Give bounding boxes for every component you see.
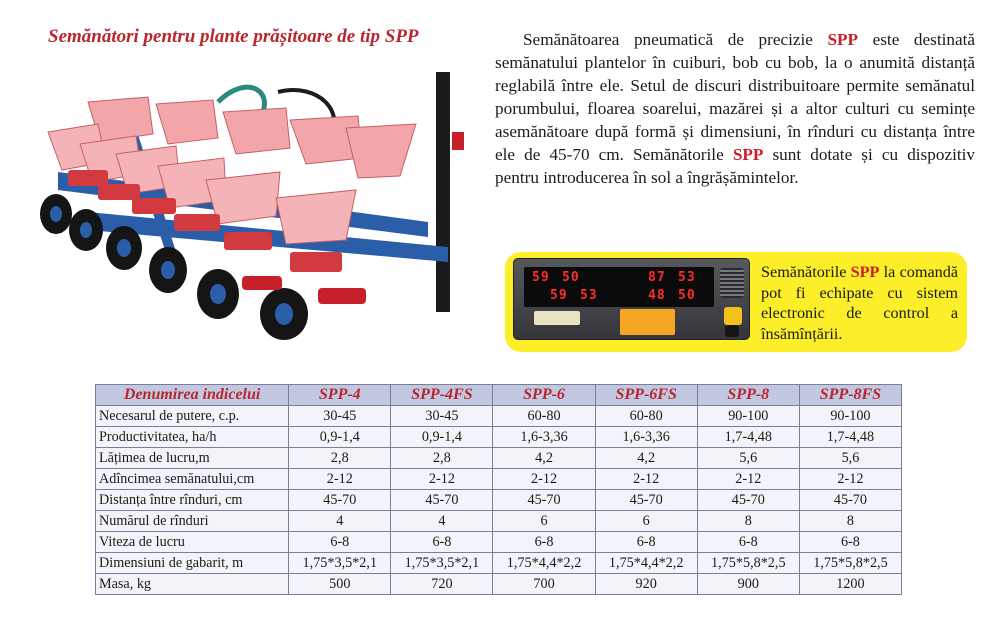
- unit-knob-icon: [725, 325, 739, 337]
- table-cell: 920: [595, 574, 697, 595]
- table-cell: 30-45: [289, 406, 391, 427]
- brand-name: SPP: [732, 145, 764, 164]
- table-cell: 2-12: [391, 469, 493, 490]
- table-cell: 45-70: [799, 490, 901, 511]
- table-cell: 6-8: [595, 532, 697, 553]
- display-digits: 50: [562, 270, 580, 285]
- table-cell: 1,75*5,8*2,5: [799, 553, 901, 574]
- column-header-spp-6fs: SPP-6FS: [595, 385, 697, 406]
- unit-button-icon: [724, 307, 742, 325]
- unit-indicator-window: [620, 309, 675, 335]
- table-cell: 5,6: [697, 448, 799, 469]
- table-cell: 6-8: [799, 532, 901, 553]
- table-cell: 90-100: [799, 406, 901, 427]
- table-row: [96, 406, 902, 427]
- table-cell: Lățimea de lucru,m: [96, 448, 289, 469]
- electronic-control-unit-image: [513, 258, 750, 340]
- page-title: Semănători pentru plante prășitoare de tip SPP: [48, 26, 419, 47]
- table-row: [96, 532, 902, 553]
- table-cell: 4: [289, 511, 391, 532]
- table-cell: 2-12: [799, 469, 901, 490]
- table-cell: 8: [697, 511, 799, 532]
- table-cell: Masa, kg: [96, 574, 289, 595]
- table-cell: 1,75*4,4*2,2: [493, 553, 595, 574]
- panel-text-body: la comandă pot fi echipate cu sistem electronic de control a însămînțării.: [761, 263, 958, 343]
- table-cell: 2-12: [289, 469, 391, 490]
- table-cell: 500: [289, 574, 391, 595]
- table-cell: 1,7-4,48: [799, 427, 901, 448]
- table-cell: 6: [493, 511, 595, 532]
- table-cell: 900: [697, 574, 799, 595]
- table-cell: 60-80: [595, 406, 697, 427]
- table-cell: 2,8: [289, 448, 391, 469]
- panel-text-intro: Semănătorile: [761, 263, 851, 281]
- table-cell: 6-8: [697, 532, 799, 553]
- seeder-machine-image: [28, 62, 490, 342]
- table-cell: 45-70: [493, 490, 595, 511]
- table-cell: Distanța între rînduri, cm: [96, 490, 289, 511]
- table-cell: 2,8: [391, 448, 493, 469]
- table-cell: 700: [493, 574, 595, 595]
- table-cell: 6: [595, 511, 697, 532]
- table-cell: 2-12: [595, 469, 697, 490]
- column-header-name: Denumirea indicelui: [96, 385, 289, 406]
- table-row: [96, 553, 902, 574]
- brand-name: SPP: [827, 30, 859, 49]
- description-body: este destinată semănatului plantelor în cuiburi, bob cu bob, la o anumită distanță reglabilă între ele. Setul de discuri distribuitoare permite semănatul porumbului, floarea soarelui, mazărei și a altor culturi cu semințe asemănătoare după formă și dimensiuni, în rînduri cu distanța între ele de 45-70 cm. Semănătorile: [495, 30, 975, 164]
- table-cell: 1,6-3,36: [493, 427, 595, 448]
- table-cell: 1,75*3,5*2,1: [391, 553, 493, 574]
- column-header-spp-6: SPP-6: [493, 385, 595, 406]
- display-digits: 87: [648, 270, 666, 285]
- display-digits: 59: [532, 270, 550, 285]
- electronic-control-text: [761, 262, 958, 344]
- table-row: [96, 427, 902, 448]
- column-header-spp-8: SPP-8: [697, 385, 799, 406]
- table-cell: 45-70: [697, 490, 799, 511]
- table-cell: Adîncimea semănatului,cm: [96, 469, 289, 490]
- table-cell: 6-8: [289, 532, 391, 553]
- table-cell: 720: [391, 574, 493, 595]
- table-cell: 60-80: [493, 406, 595, 427]
- display-digits: 53: [678, 270, 696, 285]
- speaker-grille-icon: [720, 268, 744, 298]
- table-cell: Dimensiuni de gabarit, m: [96, 553, 289, 574]
- table-cell: 30-45: [391, 406, 493, 427]
- table-cell: 1,7-4,48: [697, 427, 799, 448]
- table-cell: 45-70: [595, 490, 697, 511]
- control-unit-display: [524, 267, 714, 307]
- table-cell: 1200: [799, 574, 901, 595]
- table-cell: 6-8: [391, 532, 493, 553]
- display-digits: 59: [550, 288, 568, 303]
- table-cell: 5,6: [799, 448, 901, 469]
- table-cell: 4: [391, 511, 493, 532]
- display-digits: 53: [580, 288, 598, 303]
- column-header-spp-4fs: SPP-4FS: [391, 385, 493, 406]
- table-cell: 6-8: [493, 532, 595, 553]
- table-header-row: [96, 385, 902, 406]
- table-cell: 1,75*5,8*2,5: [697, 553, 799, 574]
- description-closing: sunt dotate și cu dispozitiv pentru introducerea în sol a îngrășămintelor.: [495, 145, 975, 187]
- table-cell: 90-100: [697, 406, 799, 427]
- table-cell: Viteza de lucru: [96, 532, 289, 553]
- table-row: [96, 511, 902, 532]
- table-cell: 1,6-3,36: [595, 427, 697, 448]
- table-row: [96, 490, 902, 511]
- table-cell: 4,2: [493, 448, 595, 469]
- table-cell: Productivitatea, ha/h: [96, 427, 289, 448]
- table-cell: Necesarul de putere, c.p.: [96, 406, 289, 427]
- table-cell: 4,2: [595, 448, 697, 469]
- display-digits: 50: [678, 288, 696, 303]
- table-cell: 1,75*3,5*2,1: [289, 553, 391, 574]
- column-header-spp-8fs: SPP-8FS: [799, 385, 901, 406]
- description-intro: Semănătoarea pneumatică de precizie: [523, 30, 828, 49]
- table-row: [96, 574, 902, 595]
- product-description: [495, 28, 975, 189]
- table-cell: 45-70: [391, 490, 493, 511]
- specifications-table: [95, 384, 902, 595]
- table-cell: Numărul de rînduri: [96, 511, 289, 532]
- table-row: [96, 469, 902, 490]
- table-cell: 1,75*4,4*2,2: [595, 553, 697, 574]
- column-header-spp-4: SPP-4: [289, 385, 391, 406]
- table-cell: 2-12: [493, 469, 595, 490]
- brand-name: SPP: [850, 263, 880, 281]
- unit-label-plate: [534, 311, 580, 325]
- table-row: [96, 448, 902, 469]
- table-cell: 0,9-1,4: [289, 427, 391, 448]
- table-cell: 0,9-1,4: [391, 427, 493, 448]
- table-cell: 2-12: [697, 469, 799, 490]
- table-cell: 8: [799, 511, 901, 532]
- display-digits: 48: [648, 288, 666, 303]
- table-cell: 45-70: [289, 490, 391, 511]
